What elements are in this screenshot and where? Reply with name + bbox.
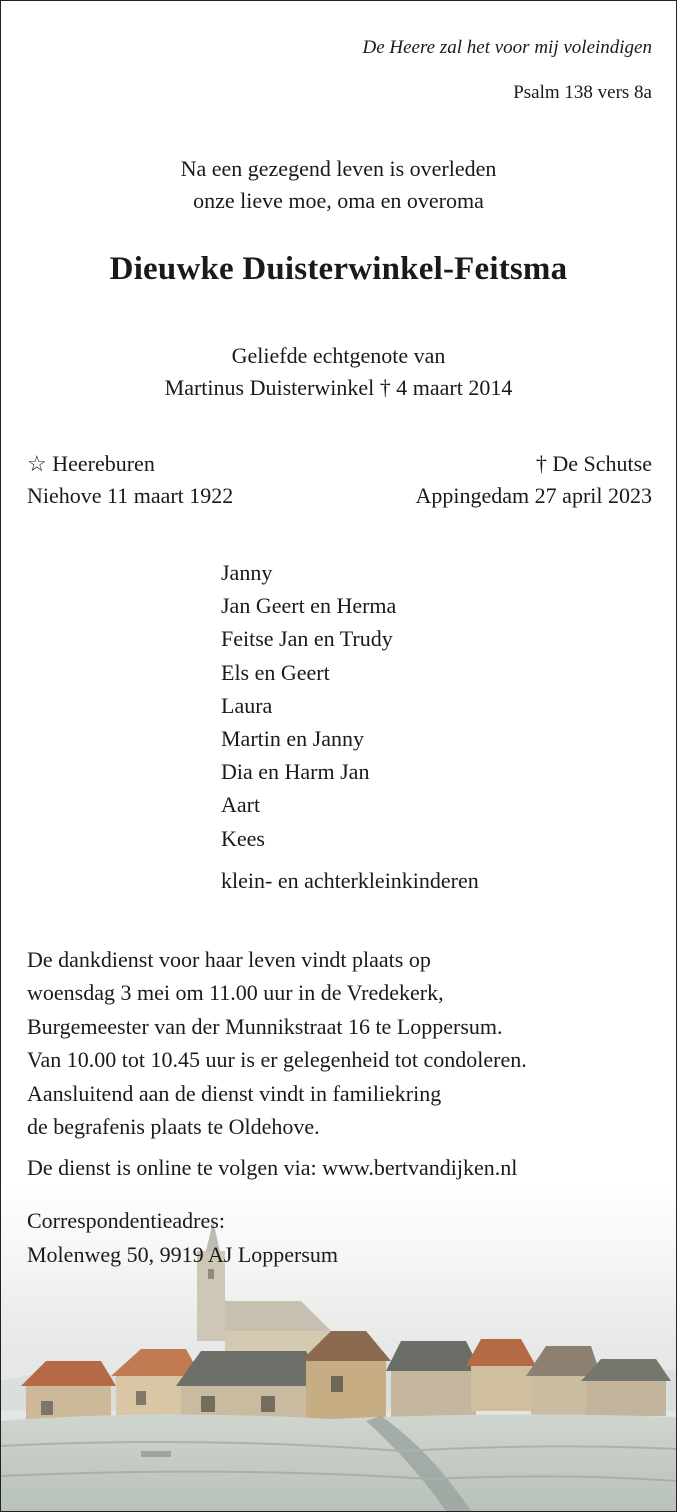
spouse-line: Martinus Duisterwinkel † 4 maart 2014 — [164, 375, 513, 400]
spouse-info — [1, 340, 676, 404]
bible-verse: De Heere zal het voor mij voleindigen — [362, 37, 652, 58]
service-line: Van 10.00 tot 10.45 uur is er gelegenheid tot condoleren. — [27, 1047, 527, 1073]
birth-info — [27, 448, 233, 512]
correspondence-label: Correspondentieadres: — [27, 1208, 225, 1233]
service-line: Aansluitend aan de dienst vindt in familiekring — [27, 1080, 442, 1106]
birth-date: Niehove 11 maart 1922 — [27, 483, 234, 508]
death-date: Appingedam 27 april 2023 — [415, 483, 652, 508]
correspondence-address — [27, 1204, 338, 1272]
list-item: Jan Geert en Herma — [221, 593, 397, 619]
service-line: De dankdienst voor haar leven vindt plaats op — [27, 947, 431, 972]
service-line: woensdag 3 mei om 11.00 uur in de Vredekerk, — [27, 980, 444, 1006]
list-item: Laura — [221, 692, 273, 718]
list-item: Els en Geert — [221, 659, 330, 685]
service-details — [27, 943, 527, 1143]
children-list — [221, 556, 396, 855]
deceased-name: Dieuwke Duisterwinkel-Feitsma — [109, 251, 568, 287]
death-place: † De Schutse — [535, 451, 652, 476]
service-line: de begrafenis plaats te Oldehove. — [27, 1114, 320, 1140]
grandchildren-line: klein- en achterkleinkinderen — [221, 868, 479, 893]
list-item: Dia en Harm Jan — [221, 759, 370, 785]
death-info — [416, 448, 652, 512]
service-line: Burgemeester van der Munnikstraat 16 te Loppersum. — [27, 1013, 503, 1039]
announcement-intro — [1, 153, 676, 217]
online-stream-info: De dienst is online te volgen via: www.bertvandijken.nl — [27, 1155, 518, 1180]
correspondence-address-line: Molenweg 50, 9919 AJ Loppersum — [27, 1242, 339, 1267]
bible-verse-reference: Psalm 138 vers 8a — [513, 82, 652, 103]
intro-line: Na een gezegend leven is overleden — [180, 156, 497, 181]
list-item: Martin en Janny — [221, 726, 364, 752]
list-item: Aart — [221, 792, 261, 818]
intro-line: onze lieve moe, oma en overoma — [193, 188, 484, 213]
list-item: Janny — [221, 560, 273, 585]
spouse-line: Geliefde echtgenote van — [231, 343, 446, 368]
list-item: Kees — [221, 825, 265, 851]
list-item: Feitse Jan en Trudy — [221, 626, 393, 652]
birth-place: ☆ Heereburen — [27, 451, 155, 476]
